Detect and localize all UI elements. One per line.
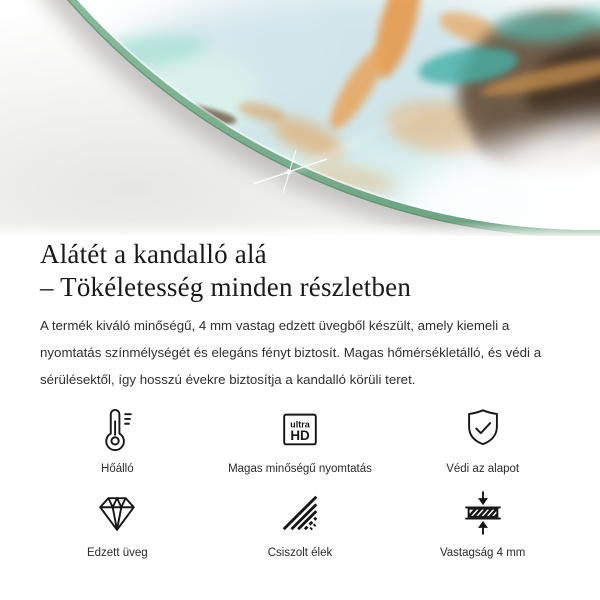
page-title-line1: Alátét a kandalló alá xyxy=(40,239,267,269)
shield-check-icon xyxy=(460,405,506,453)
diamond-icon xyxy=(94,489,140,537)
feature-label: Védi az alapot xyxy=(446,463,520,475)
page-title xyxy=(40,238,560,304)
product-image-section xyxy=(0,0,600,236)
feature-ultra-hd-print xyxy=(209,405,392,475)
product-text-section xyxy=(0,238,600,559)
thickness-icon xyxy=(460,489,506,537)
feature-protects-base xyxy=(391,405,574,475)
feature-label: Vastagság 4 mm xyxy=(439,547,526,559)
feature-label: Csiszolt élek xyxy=(267,547,333,559)
feature-thickness xyxy=(391,489,574,559)
feature-polished-edges xyxy=(209,489,392,559)
ultra-hd-icon xyxy=(277,405,323,453)
thermometer-icon xyxy=(94,405,140,453)
product-description: A termék kiváló minőségű, 4 mm vastag edzett üvegből készült, amely kiemeli a nyomtatás színmélységét és elegáns fényt biztosít. Magas hőmérsékletálló, és védi a sérülésektől, így hosszú évekre biztosítja a kandalló körüli teret. xyxy=(40,318,542,387)
features-grid xyxy=(26,405,574,559)
product-image-glass-pad xyxy=(0,0,600,236)
feature-label: Edzett üveg xyxy=(86,547,148,559)
ultra-hd-icon-text-top: ultra xyxy=(290,419,310,430)
polished-edges-icon xyxy=(277,489,323,537)
feature-label: Magas minőségű nyomtatás xyxy=(228,463,372,475)
feature-tempered-glass xyxy=(26,489,209,559)
feature-label: Hőálló xyxy=(101,463,134,475)
page-title-line2: – Tökéletesség minden részletben xyxy=(40,272,412,302)
feature-heat-resistant xyxy=(26,405,209,475)
ultra-hd-icon-text-bottom: HD xyxy=(290,428,310,444)
